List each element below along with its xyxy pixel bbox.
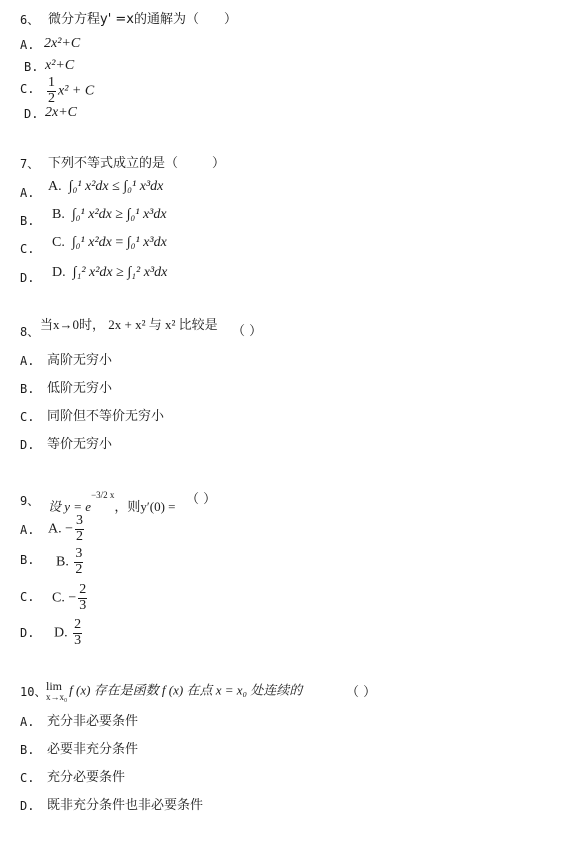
- question-number: 7、: [20, 157, 40, 171]
- option-text: 等价无穷小: [47, 437, 113, 452]
- option-letter: C.: [20, 771, 35, 785]
- option-expression: B. $\frac{3}{2}$: [56, 546, 83, 577]
- question-stem: 微分方程y' =x的通解为（: [48, 12, 199, 27]
- answer-blank: ）: [212, 156, 226, 171]
- question-stem: lim x→x₀ f (x) 存在是函数 f (x) 在点 x = x₀ 处连续的: [46, 679, 303, 703]
- option-expression: $\frac{1}{2}$ x² + C: [48, 75, 95, 106]
- option-letter: D.: [20, 271, 35, 285]
- option-text: 高阶无穷小: [47, 353, 113, 368]
- fraction: $\frac{2}{3}$: [74, 617, 82, 648]
- answer-blank: （ ）: [186, 492, 217, 507]
- option-letter: D.: [20, 626, 35, 640]
- option-letter: B.: [20, 214, 35, 228]
- option-expression: D. $\frac{2}{3}$: [54, 617, 82, 648]
- answer-blank: ）: [224, 12, 238, 27]
- option-expression: A. ∫₀¹ x²dx ≤ ∫₀¹ x³dx: [48, 179, 164, 194]
- option-text: 必要非充分条件: [47, 742, 139, 757]
- option-letter: D.: [20, 799, 35, 813]
- option-text: 低阶无穷小: [47, 381, 113, 396]
- fraction: $\frac{2}{3}$: [79, 582, 87, 613]
- option-letter: A.: [20, 523, 35, 537]
- option-expression: 2x+C: [45, 105, 77, 120]
- fraction: $\frac{3}{2}$: [75, 546, 83, 577]
- fraction: $\frac{1}{2}$: [48, 75, 55, 106]
- fraction: $\frac{3}{2}$: [76, 513, 84, 544]
- option-expression: 2x²+C: [44, 36, 81, 51]
- option-letter: C.: [20, 590, 35, 604]
- option-expression: D. ∫₁² x²dx ≥ ∫₁² x³dx: [52, 265, 168, 280]
- option-letter: C.: [20, 82, 35, 96]
- option-letter: D.: [24, 107, 39, 121]
- limit-operator: lim x→x₀: [46, 679, 68, 703]
- option-letter: A.: [20, 38, 35, 52]
- question-stem: 下列不等式成立的是（: [48, 156, 179, 171]
- option-letter: B.: [20, 553, 35, 567]
- option-text: 同阶但不等价无穷小: [47, 409, 165, 424]
- option-expression: B. ∫₀¹ x²dx ≥ ∫₀¹ x³dx: [52, 207, 167, 222]
- option-letter: A.: [20, 354, 35, 368]
- question-number: 8、: [20, 325, 40, 339]
- option-letter: A.: [20, 186, 35, 200]
- option-letter: A.: [20, 715, 35, 729]
- option-letter: C.: [20, 410, 35, 424]
- option-letter: C.: [20, 242, 35, 256]
- answer-blank: （ ）: [346, 685, 377, 700]
- question-number: 9、: [20, 494, 40, 508]
- option-expression: C. ∫₀¹ x²dx = ∫₀¹ x³dx: [52, 235, 167, 250]
- option-letter: D.: [20, 438, 35, 452]
- question-number: 10、: [20, 685, 47, 699]
- option-expression: C. − $\frac{2}{3}$: [52, 582, 87, 613]
- option-letter: B.: [20, 743, 35, 757]
- question-stem: 当x→0时， 2x + x² 与 x² 比较是: [40, 317, 218, 332]
- option-expression: x²+C: [45, 58, 75, 73]
- option-letter: B.: [20, 382, 35, 396]
- option-text: 既非充分条件也非必要条件: [47, 798, 204, 813]
- answer-blank: （ ）: [232, 324, 263, 339]
- option-text: 充分必要条件: [47, 770, 126, 785]
- question-stem: 设 $y = e^{-3/2 x}$，则y′(0) =: [48, 489, 176, 514]
- question-number: 6、: [20, 13, 40, 27]
- option-letter: B.: [24, 60, 39, 74]
- option-text: 充分非必要条件: [47, 714, 139, 729]
- option-expression: A. − $\frac{3}{2}$: [48, 513, 84, 544]
